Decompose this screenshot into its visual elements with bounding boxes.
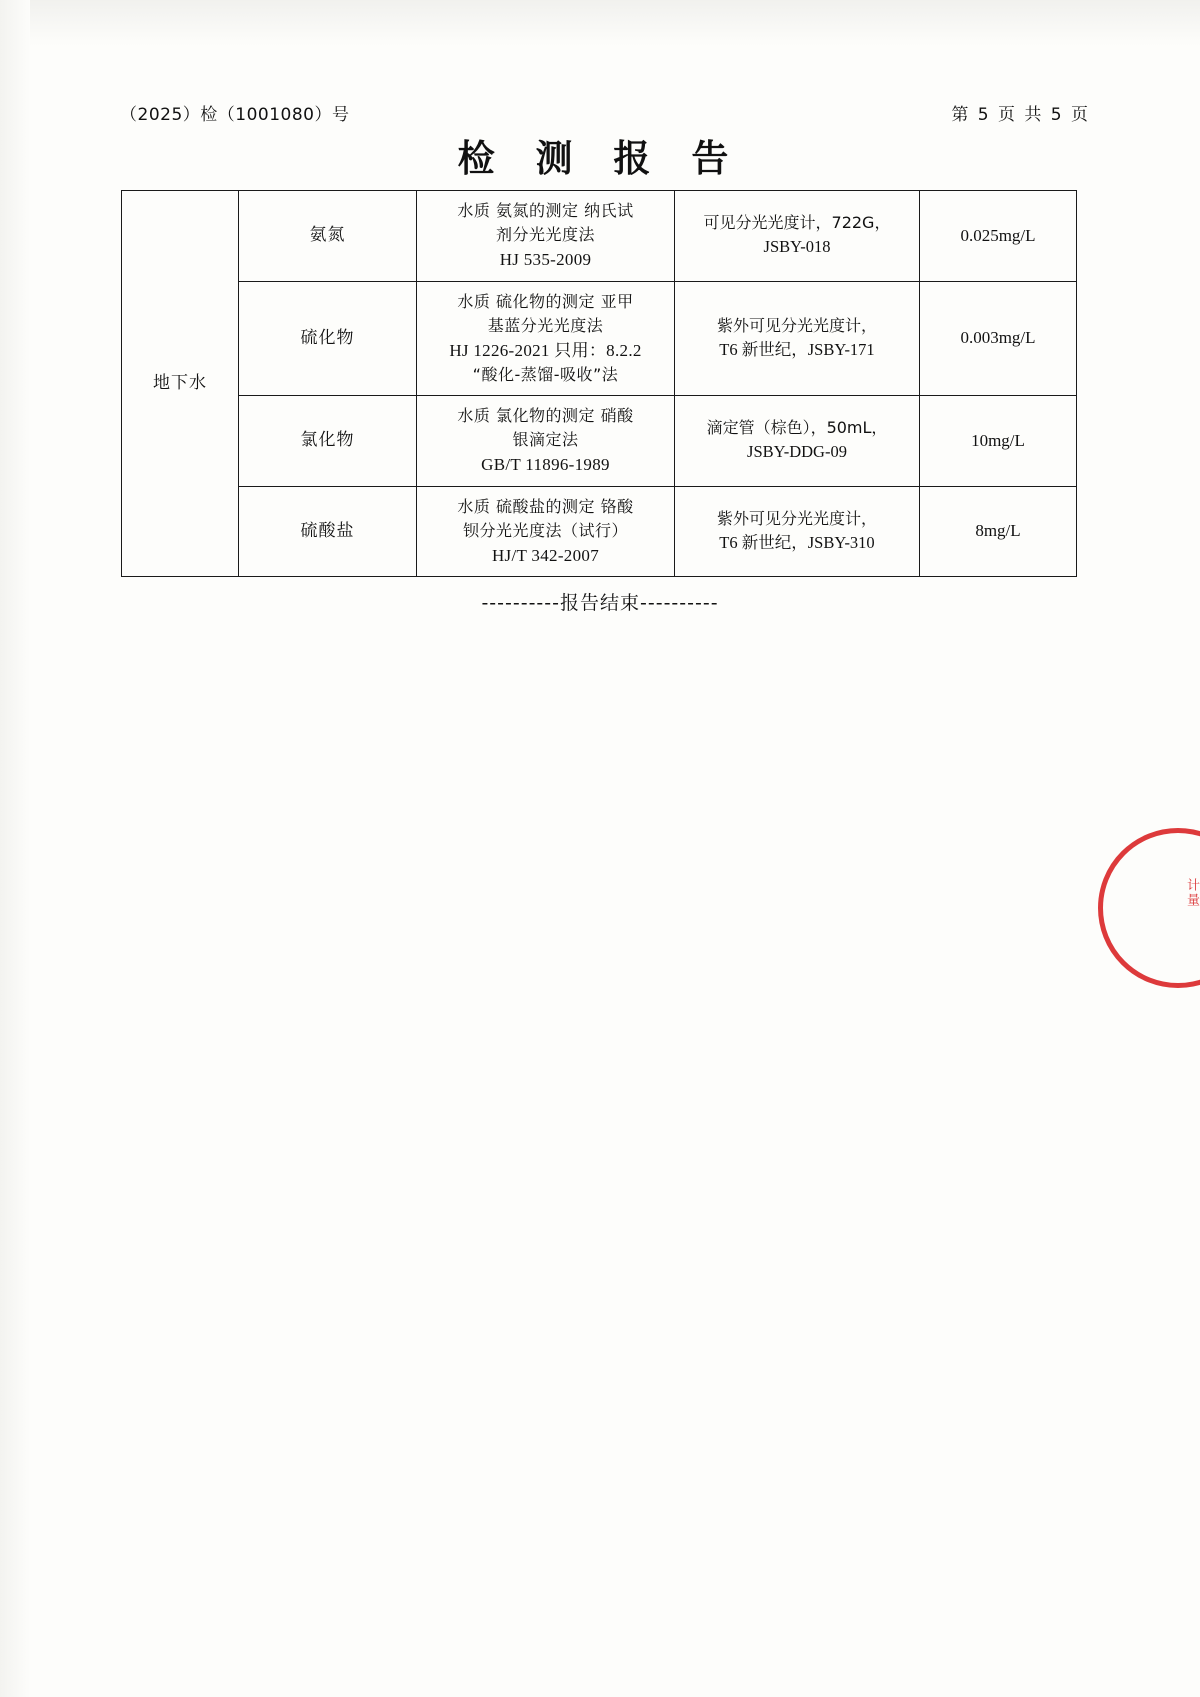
scan-edge-left (0, 0, 30, 1697)
detection-limit-cell (920, 486, 1077, 577)
equipment-name: 可见分光光度计，722G， (703, 213, 891, 233)
table-row (122, 486, 1077, 577)
method-line-1: 水质 氨氮的测定 纳氏试 (457, 201, 634, 220)
item-label: 氯化物 (300, 430, 355, 450)
table-row (122, 396, 1077, 487)
equipment-code: JSBY-DDG-09 (747, 442, 847, 462)
report-end-mark: ----------报告结束---------- (481, 592, 719, 614)
method-code: HJ/T 342-2007 (491, 545, 599, 565)
detection-limit-cell (920, 281, 1077, 396)
page-number: 第 5 页 共 5 页 (951, 105, 1090, 125)
detection-limit-cell (920, 396, 1077, 487)
detection-limit-value: 8mg/L (975, 521, 1021, 541)
method-code: HJ 1226-2021 只用：8.2.2 (449, 340, 642, 360)
item-cell (239, 396, 417, 487)
method-cell (417, 191, 675, 282)
item-cell (239, 486, 417, 577)
matrix-label: 地下水 (153, 372, 207, 393)
equipment-name: 紫外可见分光光度计， (716, 508, 877, 528)
method-line-2: 银滴定法 (512, 430, 579, 449)
page-title: 检 测 报 告 (457, 137, 743, 180)
item-cell (239, 191, 417, 282)
table-row (122, 281, 1077, 396)
method-line-1: 水质 硫酸盐的测定 铬酸 (457, 496, 634, 516)
equipment-cell (675, 191, 920, 282)
method-cell (417, 486, 675, 577)
method-code: GB/T 11896-1989 (481, 455, 610, 474)
document-number: （2025）检（1001080）号 (120, 105, 350, 125)
equipment-name: 紫外可见分光光度计， (716, 315, 877, 335)
method-cell (417, 281, 675, 396)
matrix-cell (122, 191, 239, 577)
method-extra: “酸化-蒸馏-吸收”法 (472, 365, 619, 384)
equipment-code: T6 新世纪，JSBY-171 (719, 339, 875, 359)
detection-limit-cell (920, 191, 1077, 282)
official-seal-icon (1098, 828, 1200, 988)
scan-edge-top (0, 0, 1200, 46)
method-line-1: 水质 硫化物的测定 亚甲 (457, 291, 634, 311)
detection-limit-value: 10mg/L (971, 430, 1025, 450)
method-line-2: 钡分光光度法（试行） (462, 520, 628, 540)
method-line-2: 基蓝分光光度法 (487, 315, 604, 335)
item-label: 硫化物 (300, 327, 355, 348)
method-line-2: 剂分光光度法 (495, 225, 595, 244)
equipment-code: T6 新世纪，JSBY-310 (719, 532, 875, 552)
equipment-cell (675, 486, 920, 577)
method-code: HJ 535-2009 (499, 250, 592, 269)
item-cell (239, 281, 417, 396)
item-label: 氨氮 (309, 225, 346, 245)
detection-limit-value: 0.003mg/L (960, 328, 1036, 348)
seal-label: 计量 (1184, 878, 1199, 908)
method-cell (417, 396, 675, 487)
detection-limit-value: 0.025mg/L (960, 225, 1036, 245)
item-label: 硫酸盐 (300, 520, 355, 541)
equipment-cell (675, 396, 920, 487)
equipment-name: 滴定管（棕色），50mL， (706, 418, 888, 438)
method-line-1: 水质 氯化物的测定 硝酸 (457, 406, 634, 425)
test-methods-table (121, 190, 1077, 577)
table-row (122, 191, 1077, 282)
equipment-cell (675, 281, 920, 396)
document-header (120, 100, 1090, 125)
equipment-code: JSBY-018 (763, 237, 831, 257)
